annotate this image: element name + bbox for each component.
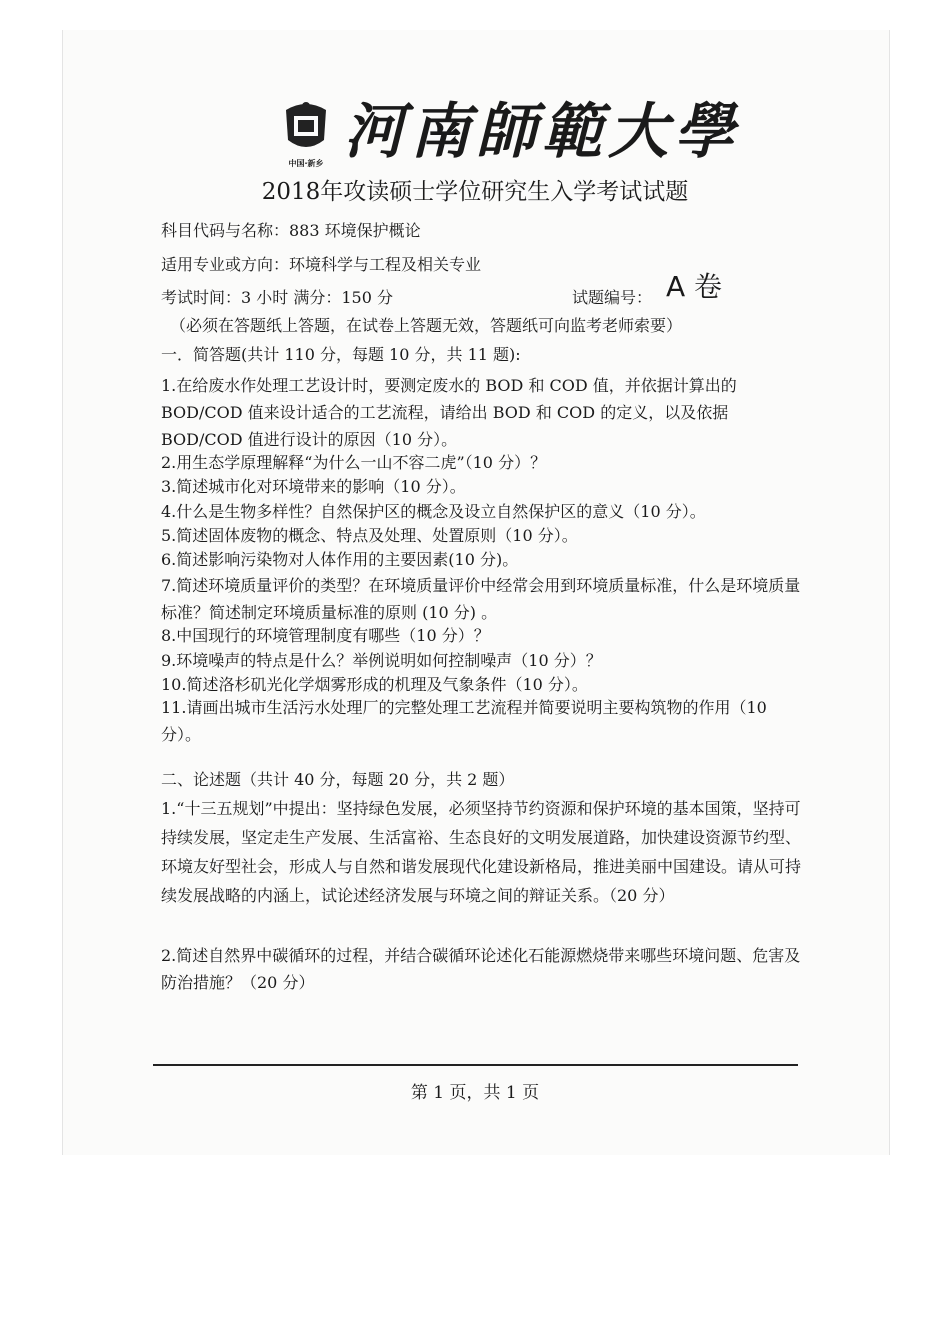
question-1-6: 6.简述影响污染物对人体作用的主要因素(10 分)。 <box>161 550 519 569</box>
question-1-8: 8.中国现行的环境管理制度有哪些（10 分）？ <box>161 626 490 645</box>
page-number: 第 1 页，共 1 页 <box>410 1083 540 1103</box>
subject-line: 科目代码与名称：883 环境保护概论 <box>161 221 421 240</box>
university-seal-icon <box>280 96 332 158</box>
major-line: 适用专业或方向：环境科学与工程及相关专业 <box>161 255 482 274</box>
section-1-heading: 一．简答题(共计 110 分，每题 10 分，共 11 题): <box>161 345 521 364</box>
question-1-3: 3.简述城市化对环境带来的影响（10 分）。 <box>161 477 466 496</box>
question-2-1: 1.“十三五规划”中提出：坚持绿色发展，必须坚持节约资源和保护环境的基本国策，坚持可持续发展，坚定走生产发展、生活富裕、生态良好的文明发展道路，加快建设资源节约型、环境友好型社会，形成人与自然和谐发展现代化建设新格局，推进美丽中国建设。请从可持续发展战略的内涵上，试论述经济发展与环境之间的辩证关系。（20 分） <box>161 799 802 905</box>
question-1-2: 2.用生态学原理解释“为什么一山不容二虎”（10 分）？ <box>161 453 547 472</box>
question-1-11: 11.请画出城市生活污水处理厂的完整处理工艺流程并简要说明主要构筑物的作用（10 分）。 <box>161 698 767 744</box>
question-1-5: 5.简述固体废物的概念、特点及处理、处置原则（10 分）。 <box>161 526 578 545</box>
question-1-4: 4.什么是生物多样性？自然保护区的概念及设立自然保护区的意义（10 分）。 <box>161 502 706 521</box>
question-1-10: 10.简述洛杉矶光化学烟雾形成的机理及气象条件（10 分）。 <box>161 675 588 694</box>
time-score-line: 考试时间：3 小时 满分：150 分 <box>161 288 393 307</box>
answer-notice: （必须在答题纸上答题，在试卷上答题无效，答题纸可向监考老师索要） <box>170 316 683 335</box>
question-2-2: 2.简述自然界中碳循环的过程，并结合碳循环论述化石能源燃烧带来哪些环境问题、危害及防治措施？（20 分） <box>161 946 801 992</box>
seal-caption: 中国·新乡 <box>288 159 324 168</box>
section-2-heading: 二、论述题（共计 40 分，每题 20 分，共 2 题） <box>161 770 515 789</box>
university-header <box>280 96 740 176</box>
university-name: 河南師範大學 <box>344 97 740 167</box>
footer-divider <box>153 1064 798 1066</box>
question-1-9: 9.环境噪声的特点是什么？举例说明如何控制噪声（10 分）？ <box>161 651 602 670</box>
paper-number-value: A 卷 <box>666 270 723 303</box>
question-1-1: 1.在给废水作处理工艺设计时，要测定废水的 BOD 和 COD 值，并依据计算出的 BOD/COD 值来设计适合的工艺流程，请给出 BOD 和 COD 的定义，以及依据 BOD/COD 值进行设计的原因（10 分）。 <box>161 376 737 449</box>
exam-title: 2018年攻读硕士学位研究生入学考试试题 <box>261 179 689 205</box>
question-1-7: 7.简述环境质量评价的类型？在环境质量评价中经常会用到环境质量标准，什么是环境质量标准？简述制定环境质量标准的原则 (10 分) 。 <box>161 576 801 622</box>
paper-number-label: 试题编号： <box>572 288 653 307</box>
